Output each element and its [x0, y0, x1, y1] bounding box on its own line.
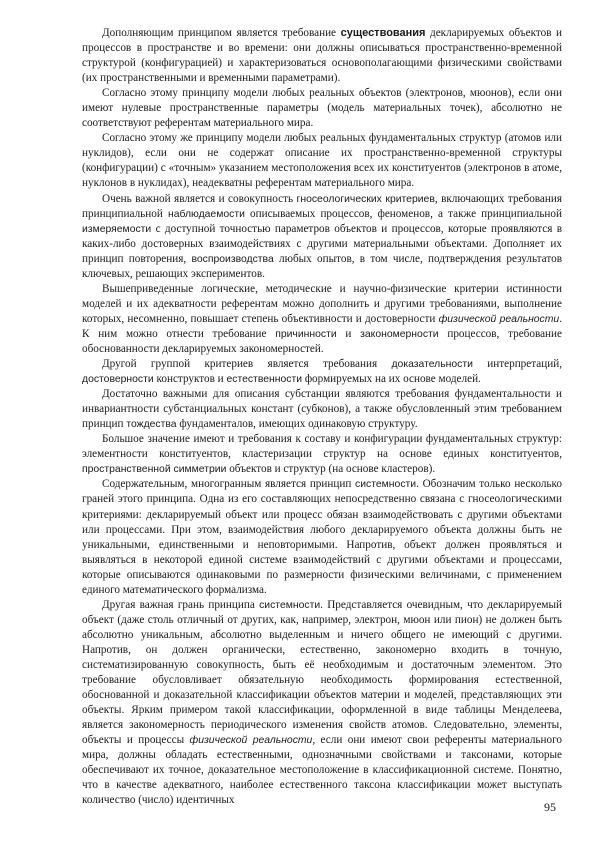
emphasized-term: физической реальности: [189, 735, 313, 747]
text-run: процессов, требование обоснованности декларируемых закономерностей.: [82, 327, 562, 355]
emphasized-term: воспроизводства: [191, 253, 274, 265]
text-run: формируемых на их основе моделей.: [302, 373, 481, 386]
text-run: фундаменталов, имеющих одинаковую структуру.: [176, 418, 418, 431]
page-number: 95: [544, 800, 556, 814]
emphasized-term: системности: [259, 599, 321, 611]
emphasized-term: измеряемости: [82, 223, 152, 235]
emphasized-term: системности: [355, 479, 417, 491]
text-run: . Представляется очевидным, что декларируемый объект (даже столь отличный от других, как, например, электрон, мюон или пион) не должен быть абсолютно уникальным, абсолютно выделенным и ничего общего не имеющий с другими. Напротив, он должен органически, естественно, закономерно входить в точную, систематизированную совокупность, быть её необходимым и достаточным элементом. Это требование обусловливает обязательную необходимость формирования естественной, обоснованной и доказательной классификации объектов материи и моделей, представляющих эти объекты. Ярким примером такой классификации, оформленной в виде таблицы Менделеева, является закономерность периодического изменения свойств атомов. Следовательно, элементы, объекты и процессы: [82, 598, 562, 747]
emphasized-term: закономерности: [360, 328, 439, 340]
text-run: интерпретаций,: [472, 358, 562, 371]
paragraph: [82, 387, 562, 432]
paragraph: [82, 26, 562, 86]
text-run: . Обозначим только несколько граней этого принципа. Одна из его составляющих непосредственно связана с гносеологическими критериями: декларируемый объект или процесс обязан взаимодействовать с другими объектами или процессами. При этом, взаимодействия любого декларируемого объекта должны быть не уникальными, единственными и неповторимыми. Напротив, объект должен проявляться и выявляться в некоторой единой системе взаимодействий с другими объектами и процессами, которые описываются одинаковыми по размерности физическими величинами, с применением единого математического формализма.: [82, 478, 562, 596]
page-body: [82, 26, 562, 808]
emphasized-term: пространственной симметрии: [82, 464, 227, 476]
text-run: Другой группой критериев является требования: [102, 358, 392, 371]
paragraph: [82, 86, 562, 131]
emphasized-term: доказательности: [391, 359, 473, 371]
emphasized-term: физической реальности: [438, 313, 560, 325]
paragraph: [82, 598, 562, 809]
text-run: Вышеприведенные логические, методические и научно-физические критерии истинности моделей и их адекватности референтам можно дополнить и другими требованиями, выполнение которых, несомненно, повышает степень объективности и достоверности: [82, 282, 562, 325]
text-run: Согласно этому принципу модели любых реальных объектов (электронов, мюонов), если они имеют нулевые пространственные параметры (модель материальных точек), абсолютно не соответствуют референтам материального мира.: [82, 87, 562, 130]
text-run: и: [336, 327, 361, 340]
paragraph: [82, 357, 562, 387]
emphasized-term: тождества: [126, 419, 177, 431]
text-run: с доступной точностью параметров объектов и процессов, которые проявляются в каких-либо достоверных взаимодействиях с другими материальными объектами. Дополняет их принцип повторения,: [82, 222, 562, 265]
text-run: , если они имеют свои референты материального мира, должны обладать естественными, однозначными свойствами и таксонами, которые обеспечивают их точное, доказательное местоположение в классификационной системе. Понятно, что в качестве адекватного, наиболее естественного таксона классификации может выступать количество (число) идентичных: [82, 734, 563, 807]
text-run: , включающих требования принципиальной: [82, 192, 563, 220]
text-run: Согласно этому же принципу модели любых реальных фундаментальных структур (атомов или нуклидов), если они не содержат описание их пространственно-временной структуры (конфигурации) с «точным» указанием местоположения всех их конституентов (электронов в атоме, нуклонов в нуклидах), неадекватны референтам материального мира.: [82, 132, 562, 190]
text-run: описываемых процессов, феноменов, а также принципиальной: [244, 207, 562, 220]
text-run: . К ним можно отнести требование: [82, 312, 562, 340]
emphasized-term: наблюдаемости: [167, 208, 245, 220]
emphasized-term: гносеологических критериев: [296, 193, 435, 205]
text-run: конструктов и: [153, 373, 227, 386]
paragraph: [82, 131, 562, 191]
paragraph: [82, 477, 562, 597]
emphasized-term: достоверности: [82, 374, 154, 386]
text-run: Очень важной является и совокупность: [102, 192, 297, 205]
paragraph: [82, 192, 562, 282]
emphasized-term: естественности: [226, 374, 303, 386]
emphasized-term: существования: [340, 27, 426, 39]
text-run: Большое значение имеют и требования к составу и конфигурации фундаментальных структур: элементности конституентов, кластеризации структур на основе единых конституентов,: [82, 433, 562, 461]
text-run: объектов и структур (на основе кластеров).: [226, 463, 436, 476]
text-run: Достаточно важными для описания субстанции являются требования фундаментальности и инвариантности субстанциальных констант (субконов), а также обусловленный этим требованием принцип: [82, 388, 562, 431]
paragraph: [82, 432, 562, 477]
text-run: любых опытов, в том числе, подтверждения результатов ключевых, решающих экспериментов.: [82, 252, 562, 280]
emphasized-term: причинности: [275, 328, 337, 340]
text-run: Содержательным, многогранным является принцип: [102, 478, 356, 491]
text-run: декларируемых объектов и процессов в пространстве и во времени: они должны описываться пространственно-временной структурой (конфигурацией) и характеризоваться основополагающими физическими свойствами (их пространственными и временными параметрами).: [82, 27, 563, 85]
text-run: Дополняющим принципом является требование: [102, 27, 341, 39]
text-run: Другая важная грань принципа: [102, 598, 260, 611]
paragraph: [82, 282, 562, 357]
